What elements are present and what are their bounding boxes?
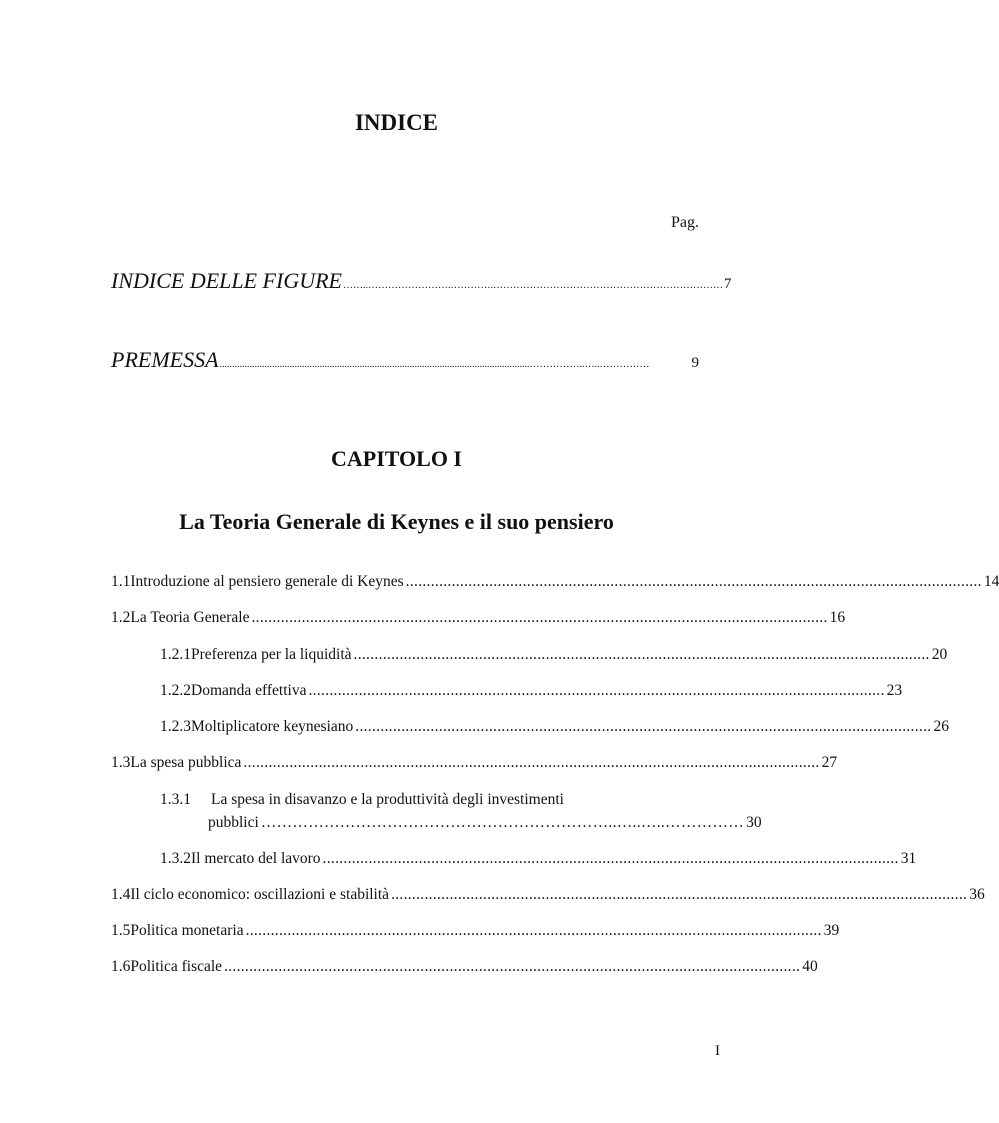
toc-entry[interactable] [111,572,999,592]
chapter-heading: CAPITOLO I [330,446,462,471]
toc-entry[interactable] [111,921,840,941]
section-number: 1.1 [111,573,131,590]
toc-entry[interactable] [160,717,949,737]
dot-leader: .......................................................................................................................................... [245,922,822,939]
section-number: 1.3 [111,754,131,771]
toc-entry[interactable] [160,849,917,869]
section-page: 16 [829,609,846,626]
section-page: 26 [933,718,949,735]
section-page: 27 [821,754,838,771]
toc-entry-title: PREMESSA [111,347,219,372]
section-title: La spesa pubblica [130,754,242,771]
toc-entry-page: 7 [723,276,732,292]
section-number: 1.2.1 [160,646,191,663]
section-number: 1.2.2 [160,682,191,699]
page-number: I [715,1043,720,1059]
toc-entry[interactable] [111,885,985,905]
toc-entry[interactable] [160,645,948,665]
section-number: 1.6 [111,958,131,975]
dot-leader: .......................................................................................................................................... [308,682,885,699]
dot-leader: .......................................................................................................................................... [322,850,899,867]
toc-entry[interactable] [111,608,846,628]
dot-leader: .......................................................................................................................................... [391,886,968,903]
toc-entry-line2[interactable] [208,813,762,833]
section-number: 1.2 [111,609,131,626]
toc-entry-premessa[interactable] [111,347,699,373]
section-page: 36 [969,886,985,903]
section-number: 1.5 [111,922,131,939]
section-page: 14 [983,573,999,590]
chapter-subtitle: La Teoria Generale di Keynes e il suo pensiero [179,509,614,534]
section-title: La spesa in disavanzo e la produttività degli investimenti [211,791,564,808]
toc-entry-page: 9 [691,355,699,371]
dot-leader: .......................................................................................................................................... [405,573,982,590]
dot-leader: ……..…………………….………….…………………………………………………………… [342,280,723,291]
section-title-continued: pubblici [208,814,259,831]
section-title: Introduzione al pensiero generale di Keynes [130,573,404,590]
toc-entry[interactable] [160,681,903,701]
dot-leader: .......................................................................................................................................... [224,958,801,975]
section-title: La Teoria Generale [130,609,250,626]
section-page: 23 [886,682,903,699]
section-number: 1.3.2 [160,850,191,867]
section-page: 20 [931,646,948,663]
section-page: 30 [746,814,762,831]
section-title: Politica monetaria [130,922,244,939]
dot-leader: …………………………………………………………..…..…..…………… [260,814,745,831]
section-title: Il ciclo economico: oscillazioni e stabilità [130,886,390,903]
section-page: 31 [900,850,917,867]
toc-entry-line1[interactable] [160,790,699,810]
page-column-label: Pag. [671,214,699,231]
dot-leader: .......................................................................................................................................... [355,718,932,735]
section-number: 1.4 [111,886,131,903]
section-page: 39 [823,922,840,939]
toc-entry-title: INDICE DELLE FIGURE [111,268,342,293]
section-number: 1.2.3 [160,718,191,735]
section-title: Domanda effettiva [191,682,307,699]
section-title: Il mercato del lavoro [191,850,321,867]
section-title: Preferenza per la liquidità [191,646,352,663]
dot-leader: .......................................................................................................................................... [243,754,820,771]
section-page: 40 [802,958,818,975]
toc-entry[interactable] [111,753,838,773]
toc-entry[interactable] [111,957,818,977]
page-title: INDICE [354,110,439,135]
dot-leader: .......................................................................................................................................... [251,609,828,626]
section-title: Moltiplicatore keynesiano [191,718,354,735]
toc-entry-indice-figure[interactable] [111,268,732,294]
dot-leader: .......................................................................................................................................... [353,646,930,663]
section-title: Politica fiscale [130,958,223,975]
section-number: 1.3.1 [160,791,191,808]
dot-leader: ............................................................................................................................……………..…..…………… [219,359,650,370]
